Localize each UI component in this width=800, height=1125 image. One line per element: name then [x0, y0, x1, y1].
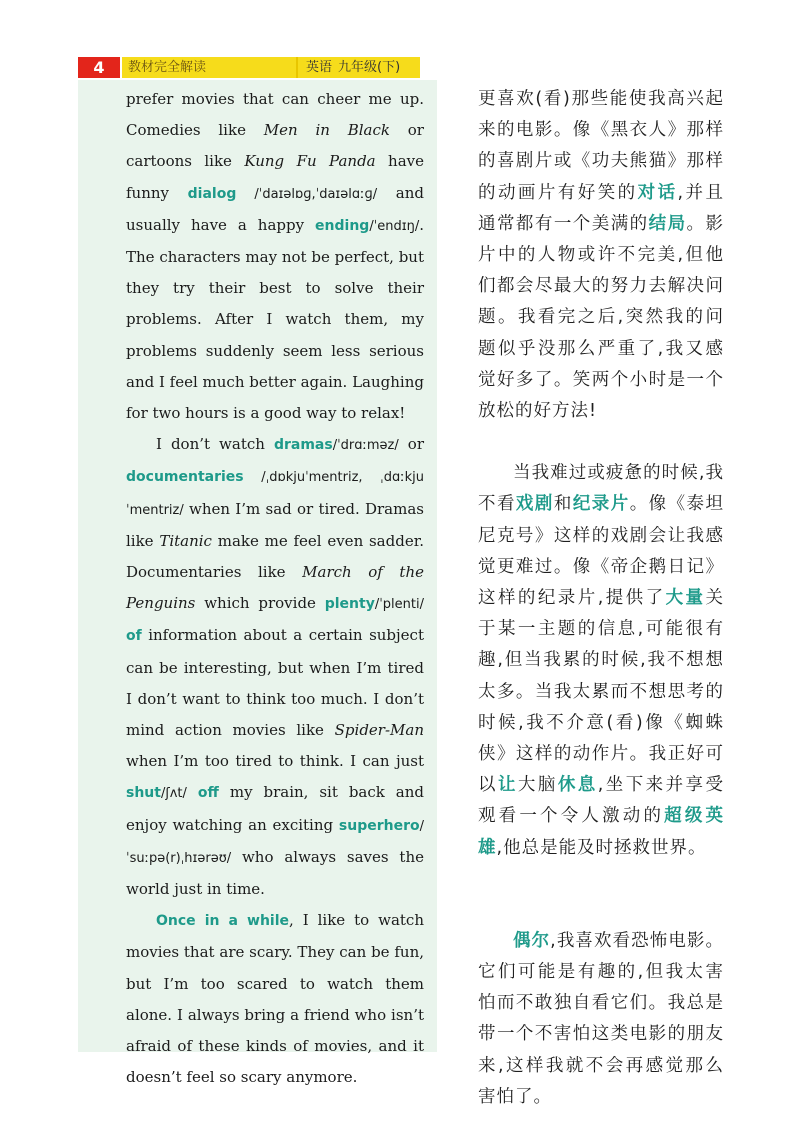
- keyword: plenty: [324, 596, 375, 613]
- text-run: I don’t watch: [156, 435, 274, 454]
- keyword: shut: [126, 785, 161, 802]
- text-run: . The characters may not be perfect, but they try their best to solve their problems. After I watch them, my problems suddenly seem less serious and I feel much better again. Laughing for two hours is a good way to relax!: [126, 215, 424, 423]
- english-column: [78, 80, 437, 1087]
- keyword: 结局: [648, 213, 687, 234]
- subject-grade: [296, 57, 420, 78]
- text-run: ,坐下来并享受观看一个令人激动的: [478, 775, 724, 827]
- subject-label: 英语: [306, 60, 333, 75]
- phonetic: /ˈplenti/: [374, 597, 424, 613]
- keyword: dramas: [273, 437, 333, 454]
- keyword: ending: [315, 217, 370, 234]
- movie-title: Titanic: [159, 531, 212, 550]
- keyword: dialog: [187, 185, 237, 202]
- english-paragraph-3: [126, 905, 424, 1093]
- keyword: 大量: [665, 588, 706, 609]
- keyword: off: [186, 785, 219, 802]
- english-paragraph-1: [126, 84, 424, 429]
- text-run: 大脑: [517, 775, 558, 796]
- keyword: documentaries: [126, 469, 244, 486]
- text-run: or: [398, 435, 424, 454]
- keyword: 戏剧: [515, 494, 554, 515]
- keyword: 让: [497, 775, 518, 796]
- english-paragraph-2: [126, 429, 424, 905]
- text-run: information about a certain subject can be interesting, but when I’m tired I don’t want to think too much. I don’t mind action movies like: [126, 626, 424, 740]
- text-run: prefer movies that can cheer me up. Comedies like: [126, 90, 424, 140]
- text-run: 关于某一主题的信息,可能很有趣,但当我累的时候,我不想想太多。当我太累而不想思考的时候,我不介意(看)像《蜘蛛侠》这样的动作片。我正好可以: [478, 588, 724, 796]
- chinese-paragraph-1: [478, 84, 724, 427]
- text-run: or cartoons like: [126, 121, 424, 171]
- text-run: ,并且通常都有一个美满的: [478, 182, 724, 234]
- page-number: 4: [78, 57, 120, 78]
- text-run: ,他总是能及时拯救世界。: [496, 837, 707, 858]
- text-run: make me feel even sadder. Documentaries like: [126, 531, 424, 582]
- movie-title: March of the Penguins: [126, 563, 424, 613]
- phonetic: /ˌdɒkjuˈmentriz, ˌdɑːkjuˈmentriz/: [126, 470, 424, 518]
- keyword: Once in a while: [156, 913, 290, 930]
- text-run: , I like to watch movies that are scary. They can be fun, but I’m too scared to watch them alone. I always bring a friend who isn’t afraid of these kinds of movies, and it doesn’t feel so scary anymore.: [126, 911, 424, 1087]
- text-run: when I’m sad or tired. Dramas like: [126, 499, 424, 550]
- text-run: 。影片中的人物或许不完美,但他们都会尽最大的努力去解决问题。我看完之后,突然我的问题似乎没那么严重了,我又感觉好多了。笑两个小时是一个放松的好方法!: [478, 213, 725, 422]
- keyword: 纪录片: [572, 494, 630, 515]
- chinese-paragraph-2: [478, 458, 724, 864]
- text-run: my brain, sit back and enjoy watching an exciting: [126, 783, 424, 834]
- phonetic: /ˈdaɪəlɒɡ,ˈdaɪəlɑːɡ/: [236, 186, 378, 202]
- keyword: 偶尔: [513, 930, 551, 951]
- text-run: and usually have a happy: [126, 183, 424, 234]
- keyword: 超级英雄: [478, 806, 725, 858]
- text-run: which provide: [195, 594, 325, 613]
- text-run: ,我喜欢看恐怖电影。它们可能是有趣的,但我太害怕而不敢独自看它们。我总是带一个不害怕这类电影的朋友来,这样我就不会再感觉那么害怕了。: [478, 930, 725, 1107]
- book-title: 教材完全解读: [122, 57, 296, 78]
- phonetic: /ˈdrɑːməz/: [332, 438, 399, 454]
- text-run: when I’m too tired to think. I can just: [126, 752, 424, 771]
- keyword: superhero: [338, 817, 420, 834]
- text-run: have funny: [126, 152, 424, 202]
- grade-label: 九年级(下): [338, 60, 401, 75]
- keyword: of: [126, 628, 142, 645]
- text-run: 。像《泰坦尼克号》这样的戏剧会让我感觉更难过。像《帝企鹅日记》这样的纪录片,提供了: [478, 494, 725, 609]
- text-run: 和: [553, 494, 573, 515]
- text-run: 更喜欢(看)那些能使我高兴起来的电影。像《黑衣人》那样的喜剧片或《功夫熊猫》那样的动画片有好笑的: [478, 89, 724, 203]
- keyword: 休息: [557, 775, 598, 796]
- english-text: [126, 84, 424, 1094]
- movie-title: Spider-Man: [334, 721, 424, 740]
- page-header: [78, 57, 401, 78]
- chinese-paragraph-3: [478, 926, 724, 1113]
- text-run: 当我难过或疲惫的时候,我不看: [478, 463, 724, 515]
- phonetic: /ʃʌt/: [160, 786, 187, 802]
- movie-title: Men in Black: [263, 121, 390, 140]
- phonetic: /ˈendɪŋ/: [369, 218, 420, 234]
- chinese-column: [478, 84, 724, 1113]
- text-run: who always saves the world just in time.: [126, 847, 424, 899]
- movie-title: Kung Fu Panda: [244, 152, 376, 171]
- phonetic: /ˈsuːpə(r)ˌhɪərəʊ/: [126, 818, 424, 866]
- keyword: 对话: [637, 182, 678, 203]
